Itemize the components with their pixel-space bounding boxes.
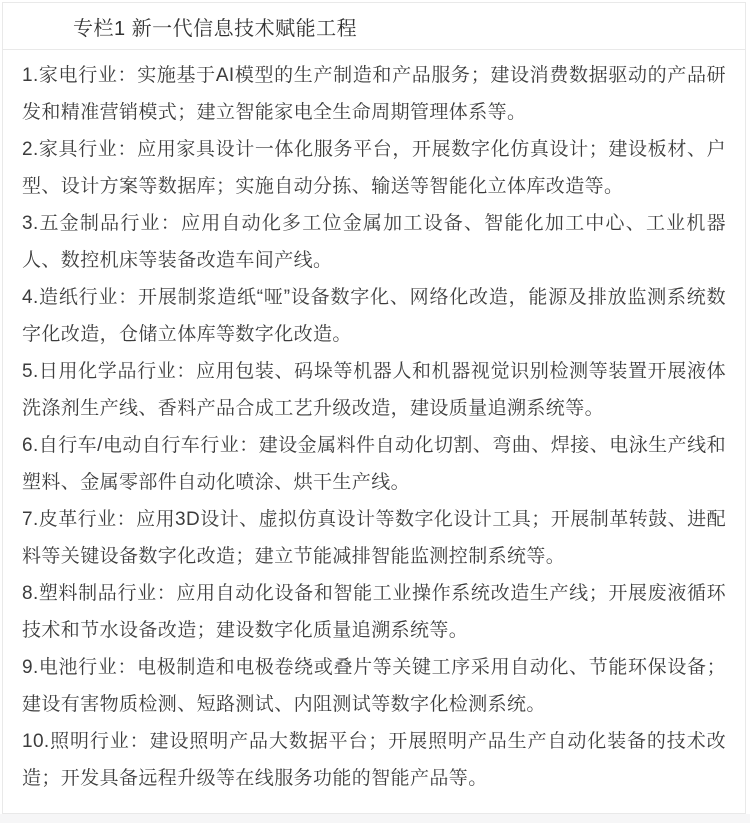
panel-title: 专栏1 新一代信息技术赋能工程	[73, 17, 358, 40]
industry-item-8: 8.塑料制品行业：应用自动化设备和智能工业操作系统改造生产线；开展废液循环技术和节水设备改造；建设数字化质量追溯系统等。	[22, 583, 726, 641]
industry-item-9: 9.电池行业：电极制造和电极卷绕或叠片等关键工序采用自动化、节能环保设备；建设有害物质检测、短路测试、内阻测试等数字化检测系统。	[22, 657, 726, 715]
industry-item-7: 7.皮革行业：应用3D设计、虚拟仿真设计等数字化设计工具；开展制革转鼓、进配料等关键设备数字化改造；建立节能减排智能监测控制系统等。	[22, 509, 726, 567]
industry-item-10: 10.照明行业：建设照明产品大数据平台；开展照明产品生产自动化装备的技术改造；开发具备远程升级等在线服务功能的智能产品等。	[22, 731, 726, 789]
industry-item-4: 4.造纸行业：开展制浆造纸“哑”设备数字化、网络化改造，能源及排放监测系统数字化改造，仓储立体库等数字化改造。	[22, 287, 726, 345]
industry-item-3: 3.五金制品行业：应用自动化多工位金属加工设备、智能化加工中心、工业机器人、数控机床等装备改造车间产线。	[22, 213, 726, 271]
column-panel	[2, 2, 746, 814]
industry-item-6: 6.自行车/电动自行车行业：建设金属料件自动化切割、弯曲、焊接、电泳生产线和塑料、金属零部件自动化喷涂、烘干生产线。	[22, 435, 726, 493]
panel-header	[3, 3, 745, 50]
industry-item-5: 5.日用化学品行业：应用包装、码垛等机器人和机器视觉识别检测等装置开展液体洗涤剂生产线、香料产品合成工艺升级改造，建设质量追溯系统等。	[22, 361, 726, 419]
page-background-strip	[0, 814, 750, 823]
panel-body	[3, 50, 745, 813]
industry-item-1: 1.家电行业：实施基于AI模型的生产制造和产品服务；建设消费数据驱动的产品研发和精准营销模式；建立智能家电全生命周期管理体系等。	[22, 65, 726, 123]
industry-item-2: 2.家具行业：应用家具设计一体化服务平台，开展数字化仿真设计；建设板材、户型、设计方案等数据库；实施自动分拣、输送等智能化立体库改造等。	[22, 139, 726, 197]
